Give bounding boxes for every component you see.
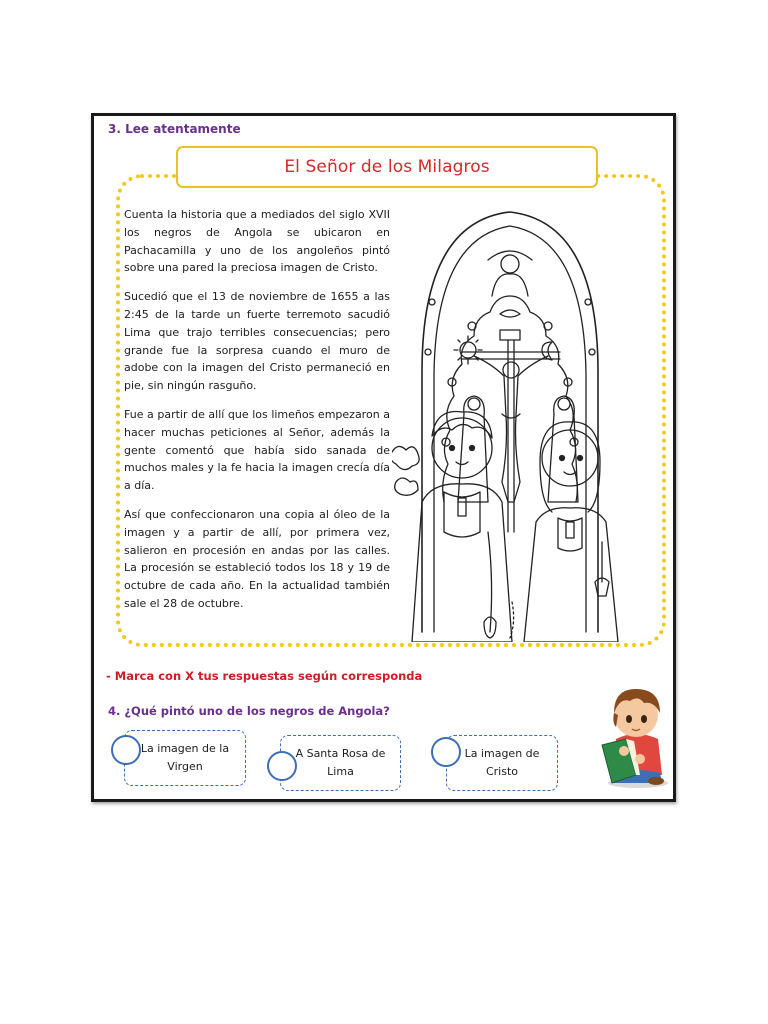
senor-de-los-milagros-illustration — [392, 202, 628, 642]
answer-circle-2[interactable] — [267, 751, 297, 781]
question-text: 4. ¿Qué pintó uno de los negros de Angola? — [108, 704, 390, 718]
story-paragraph-3: Fue a partir de allí que los limeños empezaron a hacer muchas peticiones al Señor, además la gente comentó que había sido sanada de muchos males y la fe hacia la imagen crecía día a día. — [124, 407, 390, 493]
option-box-3[interactable] — [446, 735, 558, 791]
answer-circle-3[interactable] — [431, 737, 461, 767]
option-label-2: A Santa Rosa de Lima — [295, 747, 386, 778]
boy-reading-icon — [600, 679, 672, 789]
story-title: El Señor de los Milagros — [284, 157, 490, 177]
option-label-3: La imagen de Cristo — [464, 747, 540, 778]
option-box-1[interactable] — [124, 730, 246, 786]
title-box — [176, 146, 598, 188]
instruction-text: - Marca con X tus respuestas según corresponda — [106, 669, 423, 683]
story-paragraph-1: Cuenta la historia que a mediados del siglo XVII los negros de Angola se ubicaron en Pachacamilla y uno de los angoleños pintó sobre una pared la preciosa imagen de Cristo. — [124, 208, 390, 275]
story-text — [124, 206, 390, 624]
story-paragraph-4: Así que confeccionaron una copia al óleo de la imagen y a partir de allí, por primera vez, salieron en procesión en andas por las calles. La procesión se estableció todos los 18 y 19 de octubre de cada año. En la actualidad también sale el 28 de octubre. — [124, 507, 390, 610]
story-paragraph-2: Sucedió que el 13 de noviembre de 1655 a las 2:45 de la tarde un fuerte terremoto sacudió Lima que trajo terribles consecuencias; pero grande fue la sorpresa cuando el muro de adobe con la imagen del Cristo permaneció en pie, sin ningún rasguño. — [124, 290, 390, 393]
option-box-2[interactable] — [280, 735, 401, 791]
option-label-1: La imagen de la Virgen — [140, 742, 230, 773]
answer-circle-1[interactable] — [111, 735, 141, 765]
worksheet — [91, 113, 676, 802]
section-heading: 3. Lee atentamente — [108, 122, 241, 136]
